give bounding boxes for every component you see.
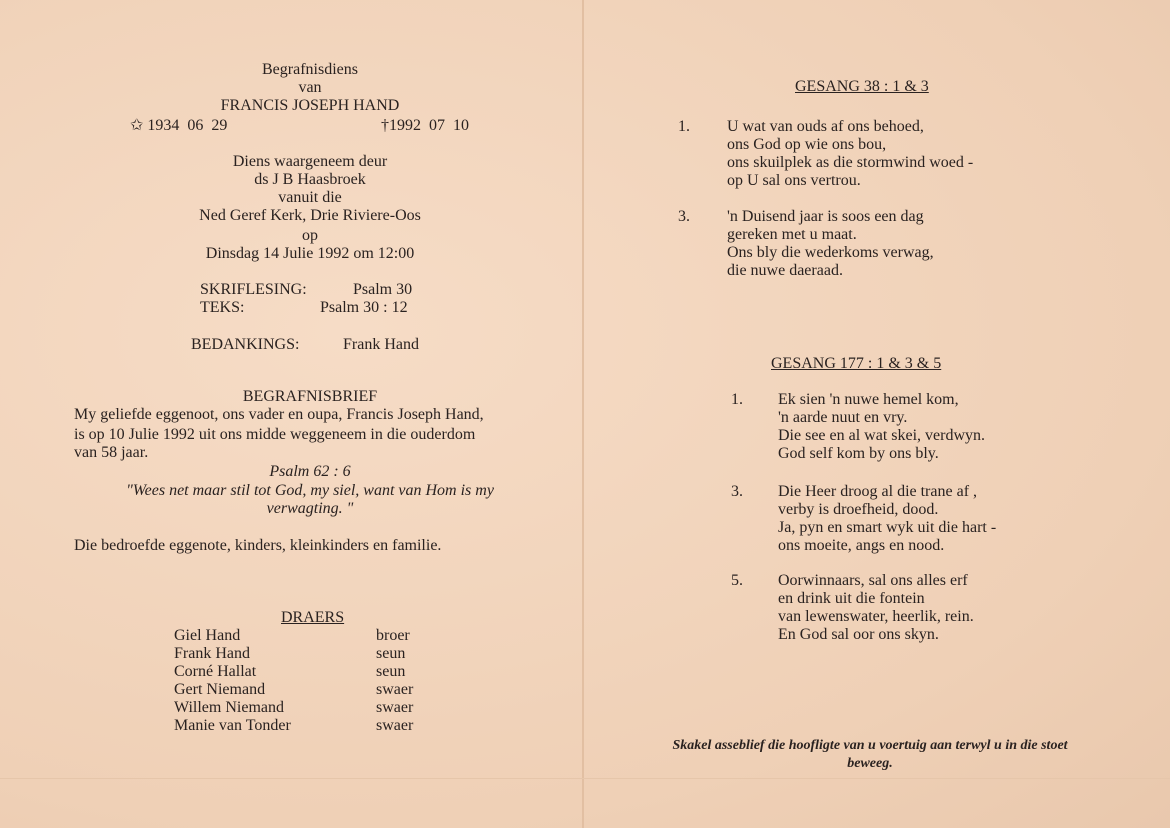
bedankings-value: Frank Hand xyxy=(343,336,419,353)
hymn1-verse1-line: U wat van ouds af ons behoed, xyxy=(727,118,924,135)
draer-name: Willem Niemand xyxy=(174,699,284,716)
deceased-name: FRANCIS JOSEPH HAND xyxy=(220,97,400,114)
birth-date xyxy=(130,117,227,135)
letter-line-1: My geliefde eggenoot, ons vader en oupa, Francis Joseph Hand, xyxy=(74,406,484,423)
hymn1-verse3-line: 'n Duisend jaar is soos een dag xyxy=(727,208,924,225)
hymn1-verse1-line: ons skuilplek as die stormwind woed - xyxy=(727,154,974,171)
service-line-4: Ned Geref Kerk, Drie Riviere-Oos xyxy=(199,207,421,224)
hymn2-verse1-line: God self kom by ons bly. xyxy=(778,445,939,462)
verse-reference: Psalm 62 : 6 xyxy=(269,463,351,480)
hymn1-verse-number: 1. xyxy=(678,118,690,135)
draer-relation: swaer xyxy=(376,681,414,698)
skriflesing-value: Psalm 30 xyxy=(353,281,413,298)
draer-name: Manie van Tonder xyxy=(174,717,291,734)
procession-notice-line-2: beweeg. xyxy=(847,756,893,771)
letter-title: BEGRAFNISBRIEF xyxy=(242,388,378,405)
teks-label: TEKS: xyxy=(200,299,245,316)
hymn2-verse5-line: van lewenswater, heerlik, rein. xyxy=(778,608,974,625)
bedankings-label: BEDANKINGS: xyxy=(191,336,300,353)
hymn1-verse1-line: ons God op wie ons bou, xyxy=(727,136,887,153)
letter-line-3: van 58 jaar. xyxy=(74,444,149,461)
quote-line-2: verwagting. " xyxy=(266,500,354,517)
service-line-1: Diens waargeneem deur xyxy=(232,153,388,170)
death-date xyxy=(381,117,469,135)
teks-value: Psalm 30 : 12 xyxy=(320,299,408,316)
draer-name: Corné Hallat xyxy=(174,663,257,680)
death-date-value: 1992 07 10 xyxy=(389,117,469,134)
cross-icon: † xyxy=(381,117,389,134)
hymn2-verse1-line: Ek sien 'n nuwe hemel kom, xyxy=(778,391,959,408)
draer-relation: swaer xyxy=(376,717,414,734)
hymn2-title: GESANG 177 : 1 & 3 & 5 xyxy=(771,355,942,372)
hymn2-verse5-line: en drink uit die fontein xyxy=(778,590,925,607)
bottom-crease xyxy=(0,778,1170,779)
draer-name: Frank Hand xyxy=(174,645,250,662)
hymn2-verse3-line: Die Heer droog al die trane af , xyxy=(778,483,978,500)
hymn2-verse-number: 1. xyxy=(731,391,743,408)
hymn1-verse3-line: die nuwe daeraad. xyxy=(727,262,843,279)
service-line-2: ds J B Haasbroek xyxy=(254,171,366,188)
hymn1-verse3-line: gereken met u maat. xyxy=(727,226,857,243)
hymn2-verse5-line: Oorwinnaars, sal ons alles erf xyxy=(778,572,968,589)
hymn2-verse3-line: verby is droefheid, dood. xyxy=(778,501,939,518)
letter-closing: Die bedroefde eggenote, kinders, kleinkinders en familie. xyxy=(74,537,442,554)
hymn1-verse-number: 3. xyxy=(678,208,690,225)
hymn1-verse1-line: op U sal ons vertrou. xyxy=(727,172,861,189)
draer-relation: seun xyxy=(376,663,406,680)
service-line-5: op xyxy=(302,227,318,244)
service-line-6: Dinsdag 14 Julie 1992 om 12:00 xyxy=(205,245,415,262)
star-icon: ✩ xyxy=(130,117,144,134)
hymn2-verse3-line: Ja, pyn en smart wyk uit die hart - xyxy=(778,519,997,536)
hymn2-verse-number: 5. xyxy=(731,572,743,589)
draer-relation: broer xyxy=(376,627,410,644)
draer-relation: swaer xyxy=(376,699,414,716)
hymn1-title: GESANG 38 : 1 & 3 xyxy=(795,78,929,95)
hymn2-verse3-line: ons moeite, angs en nood. xyxy=(778,537,945,554)
draers-title: DRAERS xyxy=(281,609,345,626)
hymn2-verse-number: 3. xyxy=(731,483,743,500)
birth-date-value: 1934 06 29 xyxy=(147,117,228,134)
procession-notice-line-1: Skakel asseblief die hoofligte van u voertuig aan terwyl u in die stoet xyxy=(672,738,1068,753)
hymn1-verse3-line: Ons bly die wederkoms verwag, xyxy=(727,244,934,261)
center-fold xyxy=(582,0,584,828)
draer-relation: seun xyxy=(376,645,406,662)
quote-line-1: "Wees net maar stil tot God, my siel, want van Hom is my xyxy=(126,482,494,499)
service-line-3: vanuit die xyxy=(278,189,342,206)
draer-name: Gert Niemand xyxy=(174,681,266,698)
hymn2-verse5-line: En God sal oor ons skyn. xyxy=(778,626,939,643)
hymn2-verse1-line: 'n aarde nuut en vry. xyxy=(778,409,908,426)
letter-line-2: is op 10 Julie 1992 uit ons midde weggeneem in die ouderdom xyxy=(74,426,476,443)
hymn2-verse1-line: Die see en al wat skei, verdwyn. xyxy=(778,427,986,444)
service-title: Begrafnisdiens xyxy=(262,61,358,78)
draer-name: Giel Hand xyxy=(174,627,241,644)
skriflesing-label: SKRIFLESING: xyxy=(200,281,307,298)
service-van: van xyxy=(298,79,322,96)
